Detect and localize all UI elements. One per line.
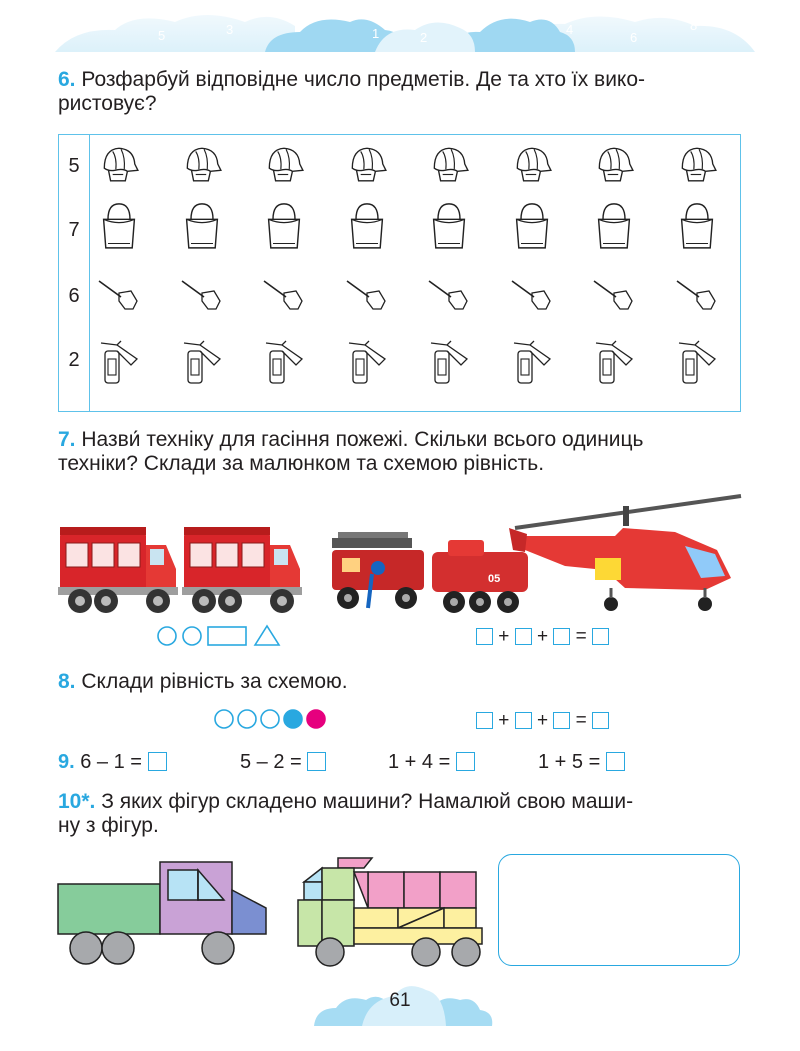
cloud-number: 2	[420, 30, 428, 45]
page-number: 61	[389, 990, 411, 1011]
answer-box[interactable]	[606, 752, 625, 771]
task-6-text: 6. Розфарбуй відповідне число предметів. Де та хто їх вико- ристовує?	[58, 68, 646, 115]
drawing-box[interactable]	[498, 854, 740, 966]
task-6-grid	[58, 134, 741, 412]
shovel-icon[interactable]	[675, 273, 719, 317]
shovel-icon[interactable]	[345, 273, 389, 317]
schema-circle	[183, 627, 201, 645]
fire-truck-icon	[182, 525, 302, 617]
row-count: 2	[68, 349, 80, 371]
schema-circle	[215, 710, 233, 728]
extinguisher-icon[interactable]	[262, 333, 306, 389]
extinguisher-icon[interactable]	[345, 333, 389, 389]
task-7-equation: + + =	[476, 626, 609, 648]
answer-box[interactable]	[148, 752, 167, 771]
schema-circle	[284, 710, 302, 728]
answer-box[interactable]	[515, 628, 532, 645]
helmet-icon[interactable]	[592, 143, 636, 185]
task-8-equation: + + =	[476, 710, 609, 732]
schema-circle	[158, 627, 176, 645]
answer-box[interactable]	[456, 752, 475, 771]
cloud-number: 5	[158, 28, 166, 43]
row-count: 6	[68, 285, 80, 307]
cloud-number: 3	[226, 22, 234, 37]
grid-separator	[89, 135, 90, 411]
extinguisher-icon[interactable]	[592, 333, 636, 389]
row-count: 5	[68, 155, 80, 177]
task-9: 9. 6 – 1 =	[58, 750, 758, 774]
schema-rectangle	[208, 627, 246, 645]
helmet-icon[interactable]	[180, 143, 224, 185]
shovel-icon[interactable]	[262, 273, 306, 317]
answer-box[interactable]	[476, 712, 493, 729]
bucket-icon[interactable]	[262, 199, 306, 255]
cloud-number: 0	[396, 14, 404, 29]
bucket-icon[interactable]	[675, 199, 719, 255]
task-9-example-3: 1 + 4 =	[388, 750, 475, 774]
answer-box[interactable]	[592, 712, 609, 729]
task-7-text: 7. Назви́ техніку для гасіння пожежі. Скільки всього одиниць техніки? Склади за малюнком та схемою рівність.	[58, 428, 644, 475]
bucket-icon[interactable]	[592, 199, 636, 255]
schema-circle	[261, 710, 279, 728]
shovel-icon[interactable]	[592, 273, 636, 317]
answer-box[interactable]	[476, 628, 493, 645]
shovel-icon[interactable]	[180, 273, 224, 317]
extinguisher-icon[interactable]	[427, 333, 471, 389]
task-8-schema	[213, 708, 329, 730]
extinguisher-icon[interactable]	[180, 333, 224, 389]
cloud-number: 7	[108, 18, 116, 33]
bucket-icon[interactable]	[345, 199, 389, 255]
bucket-icon[interactable]	[510, 199, 554, 255]
helmet-icon[interactable]	[510, 143, 554, 185]
cloud-number: 4	[566, 22, 574, 37]
answer-box[interactable]	[553, 628, 570, 645]
svg-text:05: 05	[488, 573, 501, 585]
task-9-example-2: 5 – 2 =	[240, 750, 326, 774]
shovel-icon[interactable]	[510, 273, 554, 317]
answer-box[interactable]	[307, 752, 326, 771]
fire-helicopter-icon	[505, 488, 745, 618]
task-7-schema	[156, 624, 306, 648]
shape-truck-1	[56, 860, 270, 968]
shape-truck-2	[294, 856, 488, 968]
schema-circle	[238, 710, 256, 728]
schema-circle	[307, 710, 325, 728]
helmet-icon[interactable]	[97, 143, 141, 185]
task-9-example-4: 1 + 5 =	[538, 750, 625, 774]
task-10-text: 10*. З яких фігур складено машини? Намалюй свою маши- ну з фігур.	[58, 790, 634, 837]
bucket-icon[interactable]	[180, 199, 224, 255]
extinguisher-icon[interactable]	[510, 333, 554, 389]
cloud-number: 1	[372, 26, 380, 41]
shovel-icon[interactable]	[427, 273, 471, 317]
answer-box[interactable]	[592, 628, 609, 645]
extinguisher-icon[interactable]	[97, 333, 141, 389]
answer-box[interactable]	[515, 712, 532, 729]
row-count: 7	[68, 219, 80, 241]
bucket-icon[interactable]	[427, 199, 471, 255]
fire-truck-icon	[58, 525, 178, 617]
answer-box[interactable]	[553, 712, 570, 729]
helmet-icon[interactable]	[345, 143, 389, 185]
cloud-number: 8	[690, 18, 698, 33]
extinguisher-icon[interactable]	[675, 333, 719, 389]
helmet-icon[interactable]	[675, 143, 719, 185]
schema-triangle	[255, 626, 279, 645]
example-1: 6 – 1 =	[80, 751, 142, 773]
helmet-icon[interactable]	[262, 143, 306, 185]
cloud-number: 6	[630, 30, 638, 45]
task-8-text: 8. Склади рівність за схемою.	[58, 670, 348, 693]
bucket-icon[interactable]	[97, 199, 141, 255]
shovel-icon[interactable]	[97, 273, 141, 317]
helmet-icon[interactable]	[427, 143, 471, 185]
